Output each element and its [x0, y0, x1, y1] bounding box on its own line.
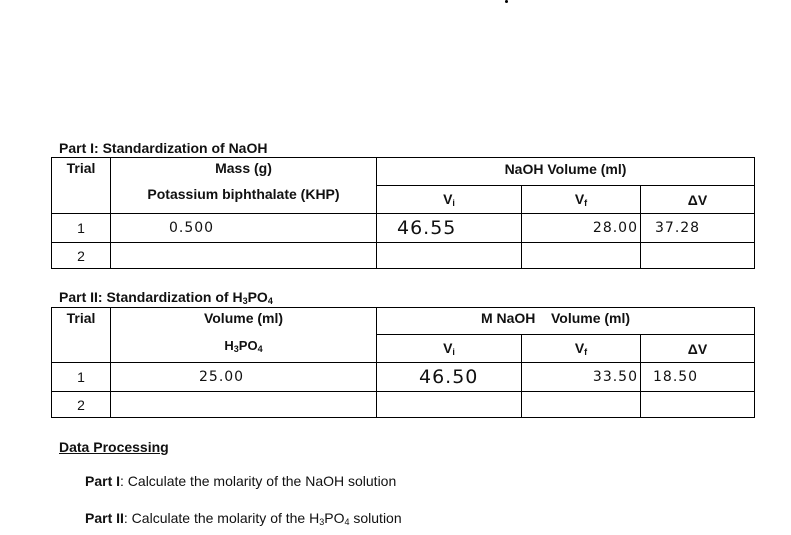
p1-trial-header: Trial — [52, 158, 111, 214]
part1-table — [51, 157, 755, 269]
p2-trial-header: Trial — [52, 308, 111, 363]
p1-dv-2 — [641, 243, 755, 269]
p2-vi-2 — [377, 392, 522, 418]
p2-volume-1: 25.00 — [111, 363, 377, 392]
table-row — [52, 243, 755, 269]
p1-mass-1: 0.500 — [111, 214, 377, 243]
p2-volume-header: Volume (ml) $H_3PO_4$ — [111, 308, 377, 363]
p2-vf-2 — [522, 392, 641, 418]
stray-dot — [505, 0, 508, 3]
data-processing-title: Data Processing — [59, 439, 169, 455]
p1-vi-1: 46.55 — [377, 214, 522, 243]
p2-dv-2 — [641, 392, 755, 418]
part1-title: Part I: Standardization of NaOH — [59, 140, 268, 156]
data-processing-part2: Part II: Calculate the molarity of the $H_3PO_4$ solution — [85, 510, 402, 527]
p2-vf-header: $V_f$ — [522, 335, 641, 363]
p2-dv-1: 18.50 — [641, 363, 755, 392]
p1-naoh-volume-header: NaOH Volume (ml) — [377, 158, 755, 186]
p2-vi-1: 46.50 — [377, 363, 522, 392]
part2-table — [51, 307, 755, 418]
p1-vi-header: $V_i$ — [377, 186, 522, 214]
p2-mnaoh-volume-header: M NaOH Volume (ml) — [377, 308, 755, 335]
p1-dv-header: ΔV — [641, 186, 755, 214]
p1-mass-2 — [111, 243, 377, 269]
p1-vf-1: 28.00 — [522, 214, 641, 243]
p2-dv-header: ΔV — [641, 335, 755, 363]
data-processing-part1: Part I: Calculate the molarity of the NaOH solution — [85, 473, 397, 489]
p1-trial-1: 1 — [52, 214, 111, 243]
p2-volume-2 — [111, 392, 377, 418]
p2-vi-header: $V_i$ — [377, 335, 522, 363]
p2-trial-2: 2 — [52, 392, 111, 418]
p1-dv-1: 37.28 — [641, 214, 755, 243]
table-row — [52, 214, 755, 243]
p1-vf-header: $V_f$ — [522, 186, 641, 214]
p1-trial-2: 2 — [52, 243, 111, 269]
p2-vf-1: 33.50 — [522, 363, 641, 392]
p1-vi-2 — [377, 243, 522, 269]
table-row — [52, 392, 755, 418]
p2-trial-1: 1 — [52, 363, 111, 392]
p1-mass-header: Mass (g) Potassium biphthalate (KHP) — [111, 158, 377, 214]
p1-vf-2 — [522, 243, 641, 269]
table-row — [52, 363, 755, 392]
part2-title: Part II: Standardization of $H_3PO_4$ — [59, 289, 273, 306]
